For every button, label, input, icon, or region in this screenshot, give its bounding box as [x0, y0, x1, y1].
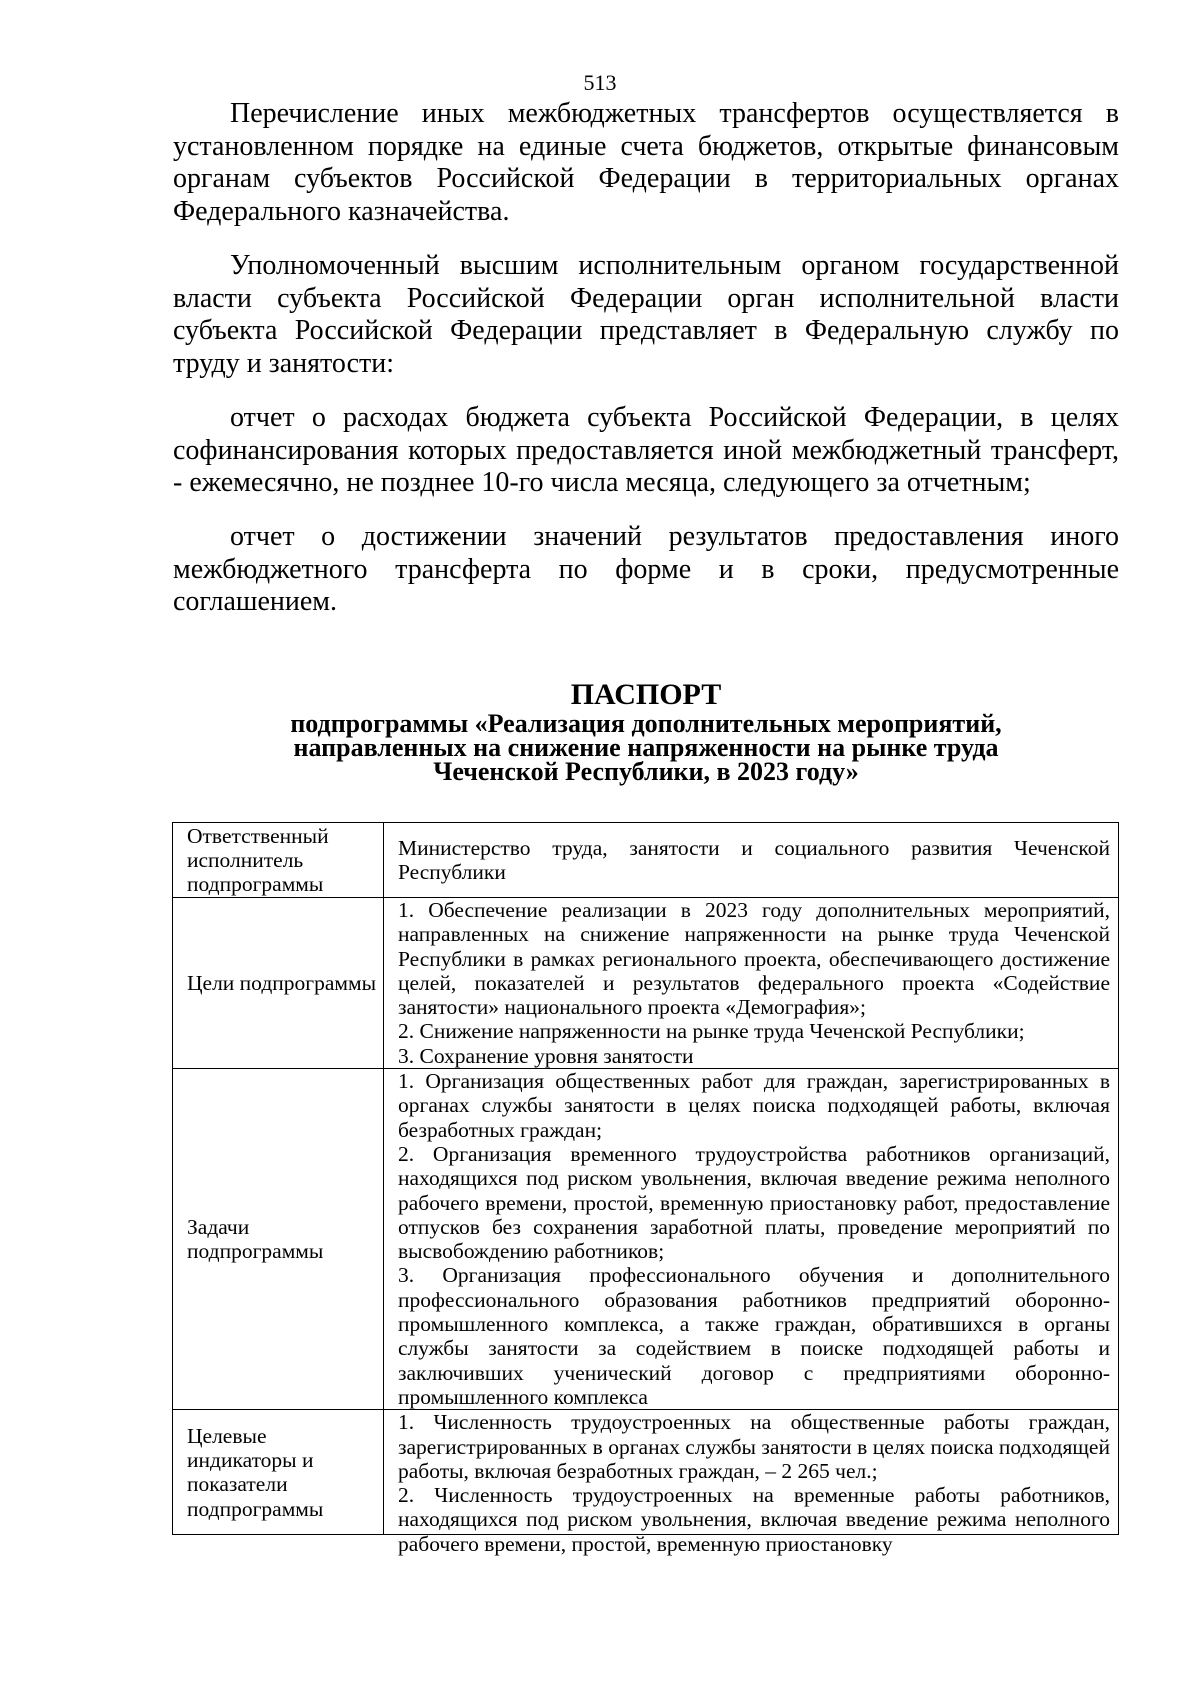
passport-subtitle-line: направленных на снижение напряженности на рынке труда	[293, 733, 999, 762]
value-item: 3. Организация профессионального обучения и дополнительного профессионального образования работников предприятий оборонно-промышленного комплекса, а также граждан, обратившихся в органы службы занятости за содействием в поиске подходящей работы и заключивших ученический договор с предприятиями оборонно-промышленного комплекса	[398, 1263, 1110, 1409]
paragraph-results-report: отчет о достижении значений результатов предоставления иного межбюджетного трансферта по форме и в сроки, предусмотренные соглашением.	[173, 521, 1119, 617]
passport-table	[172, 822, 1119, 1556]
value-item: 1. Численность трудоустроенных на общественные работы граждан, зарегистрированных в органах службы занятости в целях поиска подходящей работы, включая безработных граждан, – 2 265 чел.;	[398, 1410, 1110, 1483]
page-number: 513	[583, 70, 617, 95]
table-row	[173, 823, 1119, 898]
passport-title-block	[173, 678, 1119, 784]
row-label: Целевые индикаторы и показатели подпрограммы	[173, 1410, 384, 1535]
value-item: 2. Численность трудоустроенных на временные работы работников, находящихся под риском увольнения, включая введение режима неполного рабочего времени, простой, временную приостановку	[398, 1483, 1110, 1556]
passport-subtitle-line: подпрограммы «Реализация дополнительных мероприятий,	[290, 709, 1002, 738]
paragraph-expense-report: отчет о расходах бюджета субъекта Российской Федерации, в целях софинансирования которых предоставляется иной межбюджетный трансферт, - ежемесячно, не позднее 10-го числа месяца, следующего за отчетным;	[173, 402, 1119, 498]
value-item: 2. Организация временного трудоустройства работников организаций, находящихся под риском увольнения, включая введение режима неполного рабочего времени, простой, временную приостановку работ, предоставление отпусков без сохранения заработной платы, проведение мероприятий по высвобождению работников;	[398, 1141, 1110, 1264]
table-row	[173, 1410, 1119, 1535]
row-value	[384, 898, 1119, 1069]
paragraph-transfers: Перечисление иных межбюджетных трансфертов осуществляется в установленном порядке на единые счета бюджетов, открытые финансовым органам субъектов Российской Федерации в территориальных органах Федерального казначейства.	[173, 98, 1119, 227]
paragraph-authorized-body: Уполномоченный высшим исполнительным органом государственной власти субъекта Российской Федерации орган исполнительной власти субъекта Российской Федерации представляет в Федеральную службу по труду и занятости:	[173, 250, 1119, 379]
table-row	[173, 898, 1119, 1069]
passport-title: ПАСПОРТ	[570, 678, 722, 711]
row-value	[384, 823, 1119, 898]
value-item: 1. Организация общественных работ для граждан, зарегистрированных в органах службы занятости в целях поиска подходящей работы, включая безработных граждан;	[398, 1069, 1110, 1142]
value-item: 2. Снижение напряженности на рынке труда Чеченской Республики;	[398, 1019, 1025, 1044]
passport-subtitle-line: Чеченской Республики, в 2023 году»	[433, 757, 859, 786]
table-row	[173, 1069, 1119, 1410]
row-value	[384, 1069, 1119, 1410]
value-item: 1. Обеспечение реализации в 2023 году дополнительных мероприятий, направленных на снижение напряженности на рынке труда Чеченской Республики в рамках регионального проекта, обеспечивающего достижение целей, показателей и результатов федерального проекта «Содействие занятости» национального проекта «Демография»;	[398, 898, 1110, 1020]
row-label: Цели подпрограммы	[173, 898, 384, 1069]
row-label: Задачи подпрограммы	[173, 1069, 384, 1410]
value-item: 3. Сохранение уровня занятости	[398, 1043, 694, 1068]
value-item: Министерство труда, занятости и социального развития Чеченской Республики	[398, 835, 1110, 884]
row-label: Ответственный исполнитель подпрограммы	[173, 823, 384, 898]
row-value	[384, 1410, 1119, 1556]
